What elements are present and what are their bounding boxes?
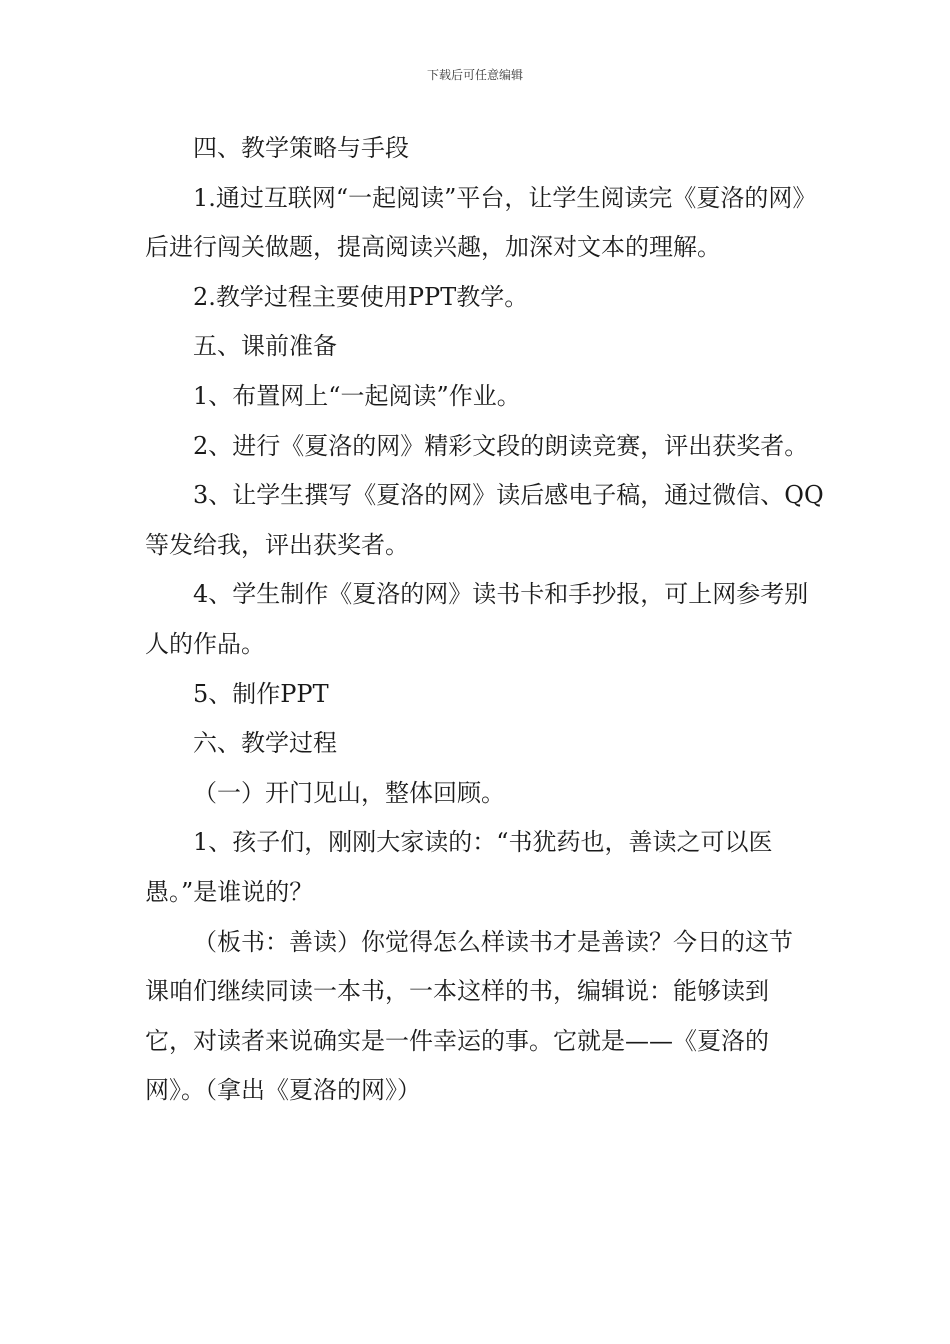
subsection-heading: （一）开门见山，整体回顾。	[193, 778, 505, 807]
paragraph: 3、让学生撰写《夏洛的网》读后感电子稿，通过微信、QQ等发给我，评出获奖者。	[145, 481, 824, 559]
paragraph: （板书：善读）你觉得怎么样读书才是善读？今日的这节课咱们继续同读一本书，一本这样的书，编辑说：能够读到它，对读者来说确实是一件幸运的事。它就是——《夏洛的网》。（拿出《夏洛的网》）	[145, 927, 793, 1105]
paragraph: 2.教学过程主要使用PPT教学。	[193, 282, 529, 311]
page-header-note: 下载后可任意编辑	[426, 68, 523, 82]
paragraph: 4、学生制作《夏洛的网》读书卡和手抄报，可上网参考别人的作品。	[145, 580, 809, 658]
paragraph: 5、制作PPT	[193, 679, 329, 708]
section-heading-preparation: 五、课前准备	[193, 332, 337, 361]
paragraph: 1.通过互联网“一起阅读”平台，让学生阅读完《夏洛的网》后进行闯关做题，提高阅读兴趣，加深对文本的理解。	[145, 183, 805, 262]
section-heading-strategy: 四、教学策略与手段	[193, 134, 409, 162]
paragraph: 1、孩子们，刚刚大家读的：“书犹药也，善读之可以医愚。”是谁说的？	[145, 828, 773, 906]
paragraph: 1、布置网上“一起阅读”作业。	[193, 381, 521, 410]
document-body	[145, 124, 824, 1116]
section-heading-process: 六、教学过程	[193, 729, 337, 758]
paragraph: 2、进行《夏洛的网》精彩文段的朗读竞赛，评出获奖者。	[193, 431, 809, 460]
